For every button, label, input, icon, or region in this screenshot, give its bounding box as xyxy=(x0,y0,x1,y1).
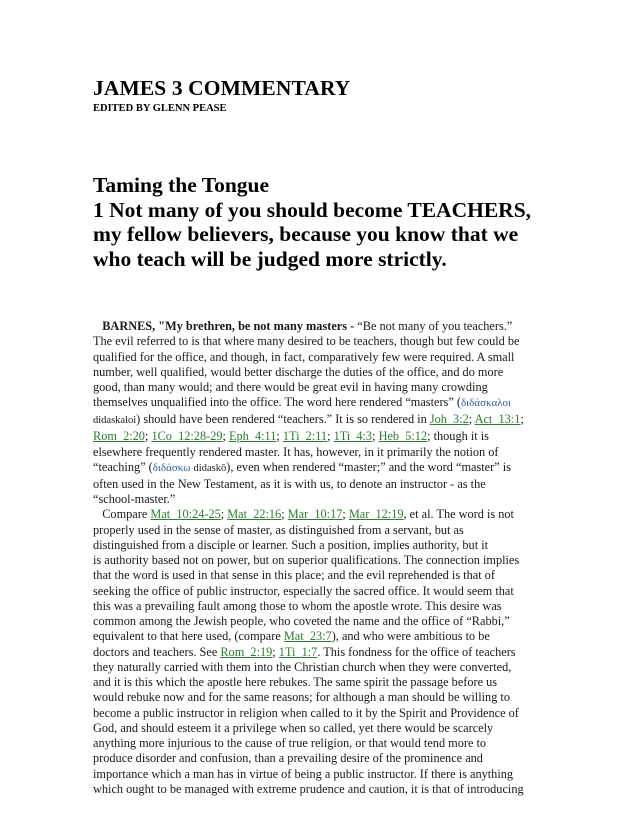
document-title: JAMES 3 COMMENTARY xyxy=(93,76,351,100)
editor-credit: EDITED BY GLENN PEASE xyxy=(93,103,227,114)
body-line: The evil referred to is that where many desired to be teachers, though but few could be xyxy=(93,334,520,349)
body-line: and it is this which the apostle here rebukes. The same spirit the passage before us xyxy=(93,675,498,689)
body-line: would rebuke now and for the same reasons; for although a man should be willing to xyxy=(93,690,510,705)
section-heading xyxy=(93,173,531,271)
body-line: anything more injurious to the cause of true religion, or that would tend more to xyxy=(93,736,487,750)
scripture-link[interactable]: Act_13:1 xyxy=(474,412,521,427)
scripture-link[interactable]: Rom_2:19 xyxy=(220,644,273,659)
heading-line: 1 Not many of you should become TEACHERS, xyxy=(93,197,532,222)
body-line: distinguished from a disciple or learner. Such a position, implies authority, but it xyxy=(93,537,489,552)
scripture-link[interactable]: Mar_10:17 xyxy=(287,507,343,522)
scripture-link[interactable]: Mat_10:24-25 xyxy=(150,507,221,522)
scripture-link[interactable]: Rom_2:20 xyxy=(93,429,145,444)
body-line: seeking the office of public instructor, especially the sacred office. It would seem that xyxy=(93,583,514,598)
body-line: this was a prevailing fault among those to whom the apostle wrote. This desire was xyxy=(93,598,502,613)
body-line: elsewhere frequently rendered master. It has, however, in it primarily the notion of xyxy=(93,444,499,459)
scripture-link[interactable]: Heb_5:12 xyxy=(378,429,428,444)
heading-line: who teach will be judged more strictly. xyxy=(93,246,447,271)
greek-word: διδάσκαλοι xyxy=(460,397,512,410)
body-line: “school-master.” xyxy=(93,492,176,506)
body-line: themselves unqualified into the office. The word here rendered “masters” (διδάσκαλοι xyxy=(93,395,512,410)
body-line: is authority based not on power, but on superior qualifications. The connection implies xyxy=(93,553,520,567)
body-line: BARNES, "My brethren, be not many masters - “Be not many of you teachers.” xyxy=(102,319,513,333)
body-line: God, and should esteem it a privilege when so called, yet there would be scarcely xyxy=(93,720,494,735)
body-line: “teaching” (διδάσκω didaskō), even when rendered “master;” and the word “master” is xyxy=(93,459,511,474)
scripture-link[interactable]: 1Co_12:28-29 xyxy=(151,429,223,444)
body-line: didaskaloi) should have been rendered “teachers.” It is so rendered in Joh_3:2; Act_13:1; xyxy=(93,412,524,427)
body-line: number, well qualified, would better discharge the duties of the office, and do more xyxy=(93,364,504,379)
scripture-link[interactable]: 1Ti_2:11 xyxy=(282,429,328,444)
scripture-link[interactable]: 1Ti_1:7 xyxy=(278,644,318,659)
scripture-link[interactable]: Eph_4:11 xyxy=(229,429,277,444)
scripture-link[interactable]: Mat_22:16 xyxy=(227,507,282,522)
transliteration: didaskaloi xyxy=(93,415,137,427)
body-line: importance which a man has in virtue of being a public instructor. If there is anything xyxy=(93,766,514,781)
scripture-link[interactable]: Joh_3:2 xyxy=(429,412,469,427)
body-line: common among the Jewish people, who coveted the name and the office of “Rabbi,” xyxy=(93,614,510,628)
body-line: they naturally carried with them into the Christian church when they were converted, xyxy=(93,659,512,674)
body-line: produce disorder and confusion, than a prevailing desire of the prominence and xyxy=(93,751,483,766)
transliteration: didaskō xyxy=(193,462,227,474)
scripture-link[interactable]: Mar_12:19 xyxy=(348,507,404,522)
scripture-link[interactable]: Mat_23:7 xyxy=(283,629,332,644)
heading-line: my fellow believers, because you know that we xyxy=(93,222,519,246)
body-line: doctors and teachers. See Rom_2:19; 1Ti_1:7. This fondness for the office of teachers xyxy=(93,644,516,659)
body-line: that the word is used in that sense in this place; and the evil reprehended is that of xyxy=(93,568,495,583)
body-line: qualified for the office, and though, in fact, comparatively few were required. A small xyxy=(93,349,515,364)
greek-word: διδάσκω xyxy=(152,461,191,474)
body-line: good, than many would; and there would be great evil in having many crowding xyxy=(93,380,488,394)
body-line: become a public instructor in religion when called to it by the Spirit and Providence of xyxy=(93,705,519,720)
scripture-link[interactable]: 1Ti_4:3 xyxy=(333,429,373,444)
body-line: Compare Mat_10:24-25; Mat_22:16; Mar_10:17; Mar_12:19, et al. The word is not xyxy=(102,507,514,522)
barnes-lead: BARNES, "My brethren, be not many masters - xyxy=(102,319,358,333)
body-line: Rom_2:20; 1Co_12:28-29; Eph_4:11; 1Ti_2:11; 1Ti_4:3; Heb_5:12; though it is xyxy=(93,429,489,444)
body-line: properly used in the sense of master, as distinguished from a servant, but as xyxy=(93,522,464,537)
body-line: equivalent to that here used, (compare Mat_23:7), and who were ambitious to be xyxy=(93,629,490,644)
body-line: often used in the New Testament, as it is with us, to denote an instructor - as the xyxy=(93,476,486,491)
body-line: which ought to be managed with extreme prudence and caution, it is that of introducing xyxy=(93,781,524,796)
heading-line: Taming the Tongue xyxy=(93,173,270,197)
commentary-body xyxy=(93,319,548,797)
